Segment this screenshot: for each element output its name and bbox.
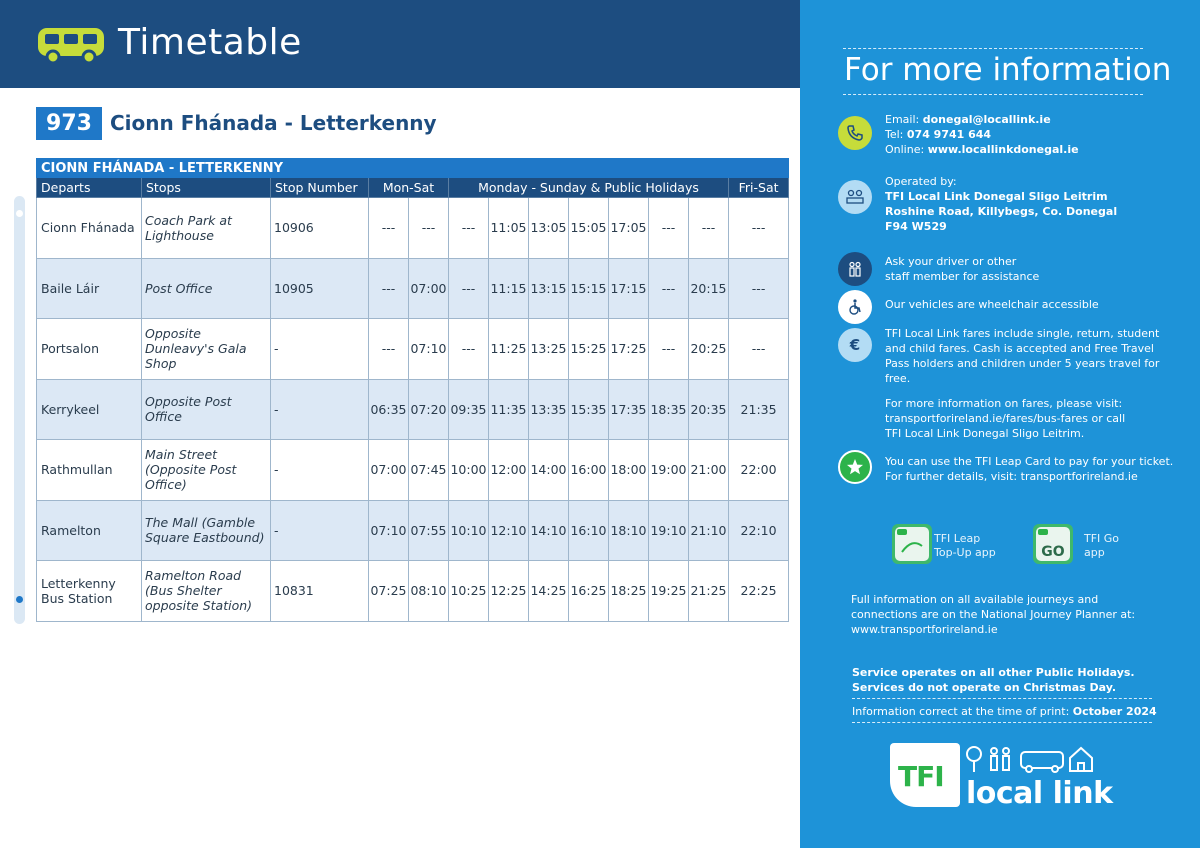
people-icon [838,252,872,286]
time-cell: 15:35 [569,379,609,440]
svg-text:GO: GO [1041,544,1065,560]
table-row [37,319,789,380]
journey-line: Full information on all available journeys and [851,593,1099,606]
time-cell: 16:25 [569,561,609,622]
time-cell: 13:15 [529,258,569,319]
header-stop-number: Stop Number [271,178,369,198]
route-number: 973 [36,107,102,140]
time-cell: --- [409,198,449,259]
time-cell: 06:35 [369,379,409,440]
print-date: October 2024 [1072,705,1157,718]
time-cell: 15:05 [569,198,609,259]
wheelchair-text: Our vehicles are wheelchair accessible [885,298,1099,311]
stop-cell: Opposite Dunleavy's Gala Shop [142,319,271,380]
time-cell: 20:15 [689,258,729,319]
fares-block [885,326,1159,441]
app-subtitle: app [1084,546,1105,559]
time-cell: 07:10 [369,500,409,561]
time-cell: --- [369,198,409,259]
table-row [37,379,789,440]
tel-number[interactable]: 074 9741 644 [906,128,992,141]
departs-cell: Baile Láir [37,258,142,319]
time-cell: 22:10 [729,500,789,561]
time-cell: 11:15 [489,258,529,319]
print-date-block [852,704,1157,719]
time-cell: 07:55 [409,500,449,561]
time-cell: 20:25 [689,319,729,380]
time-cell: 14:10 [529,500,569,561]
time-cell: 10:25 [449,561,489,622]
divider [843,48,1143,49]
time-cell: 13:25 [529,319,569,380]
timeline-end-dot [16,596,23,603]
time-cell: 10:10 [449,500,489,561]
time-cell: 07:00 [409,258,449,319]
time-cell: 07:45 [409,440,449,501]
website-link[interactable]: www.locallinkdonegal.ie [927,143,1079,156]
timeline-start-dot [16,210,23,217]
fares-line: and child fares. Cash is accepted and Free Travel [885,342,1154,355]
time-cell: 15:15 [569,258,609,319]
stop-cell: Opposite Post Office [142,379,271,440]
svg-text:€: € [849,336,861,354]
table-row [37,561,789,622]
time-cell: --- [369,319,409,380]
stop-number-cell: 10831 [271,561,369,622]
time-cell: 13:05 [529,198,569,259]
time-cell: 10:00 [449,440,489,501]
operator-icon [838,180,872,214]
header-fri-sat: Fri-Sat [729,178,789,198]
time-cell: --- [369,258,409,319]
fares-more-line: For more information on fares, please visit: [885,397,1123,410]
time-cell: 18:00 [609,440,649,501]
service-line: Service operates on all other Public Holidays. [852,666,1135,679]
time-cell: 14:00 [529,440,569,501]
time-cell: 12:00 [489,440,529,501]
time-cell: 15:25 [569,319,609,380]
time-cell: 16:00 [569,440,609,501]
fares-line: Pass holders and children under 5 years travel for [885,357,1160,370]
departs-cell: Letterkenny Bus Station [37,561,142,622]
time-cell: 17:15 [609,258,649,319]
leap-line: For further details, visit: transportforireland.ie [885,470,1138,483]
online-label: Online: [885,143,928,156]
print-label: Information correct at the time of print: [852,705,1073,718]
departs-cell: Portsalon [37,319,142,380]
time-cell: --- [449,319,489,380]
departs-cell: Kerrykeel [37,379,142,440]
assist-line: Ask your driver or other [885,255,1017,268]
app-name: TFI Leap [934,532,981,545]
journey-block [851,592,1135,637]
time-cell: --- [729,258,789,319]
time-cell: --- [649,319,689,380]
local-link-icons [964,744,1096,774]
header-departs: Departs [37,178,142,198]
operator-block [885,174,1117,234]
time-cell: 12:25 [489,561,529,622]
table-caption: CIONN FHÁNADA - LETTERKENNY [37,159,789,178]
time-cell: --- [729,319,789,380]
time-cell: 14:25 [529,561,569,622]
stop-cell: Post Office [142,258,271,319]
time-cell: --- [449,198,489,259]
time-cell: 07:10 [409,319,449,380]
local-link-logo-text: local link [966,776,1113,811]
info-panel [800,0,1200,848]
time-cell: 11:05 [489,198,529,259]
time-cell: 11:35 [489,379,529,440]
stop-number-cell: 10906 [271,198,369,259]
fares-line: TFI Local Link fares include single, return, student [885,327,1160,340]
time-cell: 07:00 [369,440,409,501]
tel-label: Tel: [885,128,907,141]
time-cell: 17:25 [609,319,649,380]
time-cell: 07:25 [369,561,409,622]
operator-eircode: F94 W529 [885,220,947,233]
departs-cell: Ramelton [37,500,142,561]
stop-number-cell: - [271,440,369,501]
assist-line: staff member for assistance [885,270,1040,283]
departs-cell: Rathmullan [37,440,142,501]
time-cell: --- [689,198,729,259]
operator-address: Roshine Road, Killybegs, Co. Donegal [885,205,1118,218]
time-cell: --- [729,198,789,259]
page-title: Timetable [118,22,302,63]
leap-line: You can use the TFI Leap Card to pay for your ticket. [885,455,1174,468]
operator-label: Operated by: [885,175,957,188]
header-mon-sat: Mon-Sat [369,178,449,198]
table-row [37,500,789,561]
tfi-leap-app-label [934,532,996,560]
time-cell: --- [649,258,689,319]
time-cell: 22:25 [729,561,789,622]
time-cell: 22:00 [729,440,789,501]
stop-number-cell: 10905 [271,258,369,319]
time-cell: 09:35 [449,379,489,440]
time-cell: 18:35 [649,379,689,440]
journey-line: connections are on the National Journey Planner at: [851,608,1136,621]
email-link[interactable]: donegal@locallink.ie [922,113,1051,126]
time-cell: 08:10 [409,561,449,622]
header-stops: Stops [142,178,271,198]
wheelchair-icon [838,290,872,324]
assist-block [885,254,1039,284]
stop-number-cell: - [271,500,369,561]
tfi-logo-text: TFI [898,760,944,793]
route-name: Cionn Fhánada - Letterkenny [110,111,437,135]
stop-cell: Coach Park at Lighthouse [142,198,271,259]
time-cell: 11:25 [489,319,529,380]
route-timeline [14,196,25,624]
info-title: For more information [844,52,1172,88]
time-cell: 19:25 [649,561,689,622]
fares-more-line: TFI Local Link Donegal Sligo Leitrim. [885,427,1085,440]
time-cell: 21:25 [689,561,729,622]
time-cell: 18:10 [609,500,649,561]
leap-block [885,454,1173,484]
divider [843,94,1143,95]
time-cell: 19:10 [649,500,689,561]
fares-line: free. [885,372,911,385]
stop-cell: Ramelton Road (Bus Shelter opposite Station) [142,561,271,622]
stop-number-cell: - [271,319,369,380]
time-cell: 07:20 [409,379,449,440]
app-subtitle: Top-Up app [934,546,996,559]
time-cell: 21:35 [729,379,789,440]
email-label: Email: [885,113,923,126]
euro-icon [838,328,872,362]
table-row [37,258,789,319]
stop-cell: Main Street (Opposite Post Office) [142,440,271,501]
time-cell: 21:10 [689,500,729,561]
timetable [36,158,789,622]
table-row [37,440,789,501]
time-cell: 12:10 [489,500,529,561]
phone-icon [838,116,872,150]
stop-cell: The Mall (Gamble Square Eastbound) [142,500,271,561]
time-cell: 18:25 [609,561,649,622]
time-cell: 20:35 [689,379,729,440]
tfi-leap-app-icon[interactable] [892,524,932,564]
contact-block [885,112,1079,157]
service-line: Services do not operate on Christmas Day. [852,681,1117,694]
page-header [0,0,800,88]
tfi-go-app-label [1084,532,1119,560]
fares-link[interactable]: transportforireland.ie/fares/bus-fares or call [885,412,1126,425]
divider [852,722,1152,723]
time-cell: 16:10 [569,500,609,561]
departs-cell: Cionn Fhánada [37,198,142,259]
app-name: TFI Go [1084,532,1120,545]
time-cell: 21:00 [689,440,729,501]
header-mon-sun: Monday - Sunday & Public Holidays [449,178,729,198]
time-cell: 13:35 [529,379,569,440]
table-row [37,198,789,259]
stop-number-cell: - [271,379,369,440]
time-cell: --- [649,198,689,259]
journey-link[interactable]: www.transportforireland.ie [851,623,998,636]
bus-icon [36,26,106,66]
divider [852,698,1152,699]
time-cell: 17:35 [609,379,649,440]
star-icon [838,450,872,484]
operator-name: TFI Local Link Donegal Sligo Leitrim [885,190,1108,203]
tfi-go-app-icon[interactable] [1033,524,1073,564]
time-cell: --- [449,258,489,319]
service-block [852,665,1135,695]
time-cell: 17:05 [609,198,649,259]
time-cell: 19:00 [649,440,689,501]
